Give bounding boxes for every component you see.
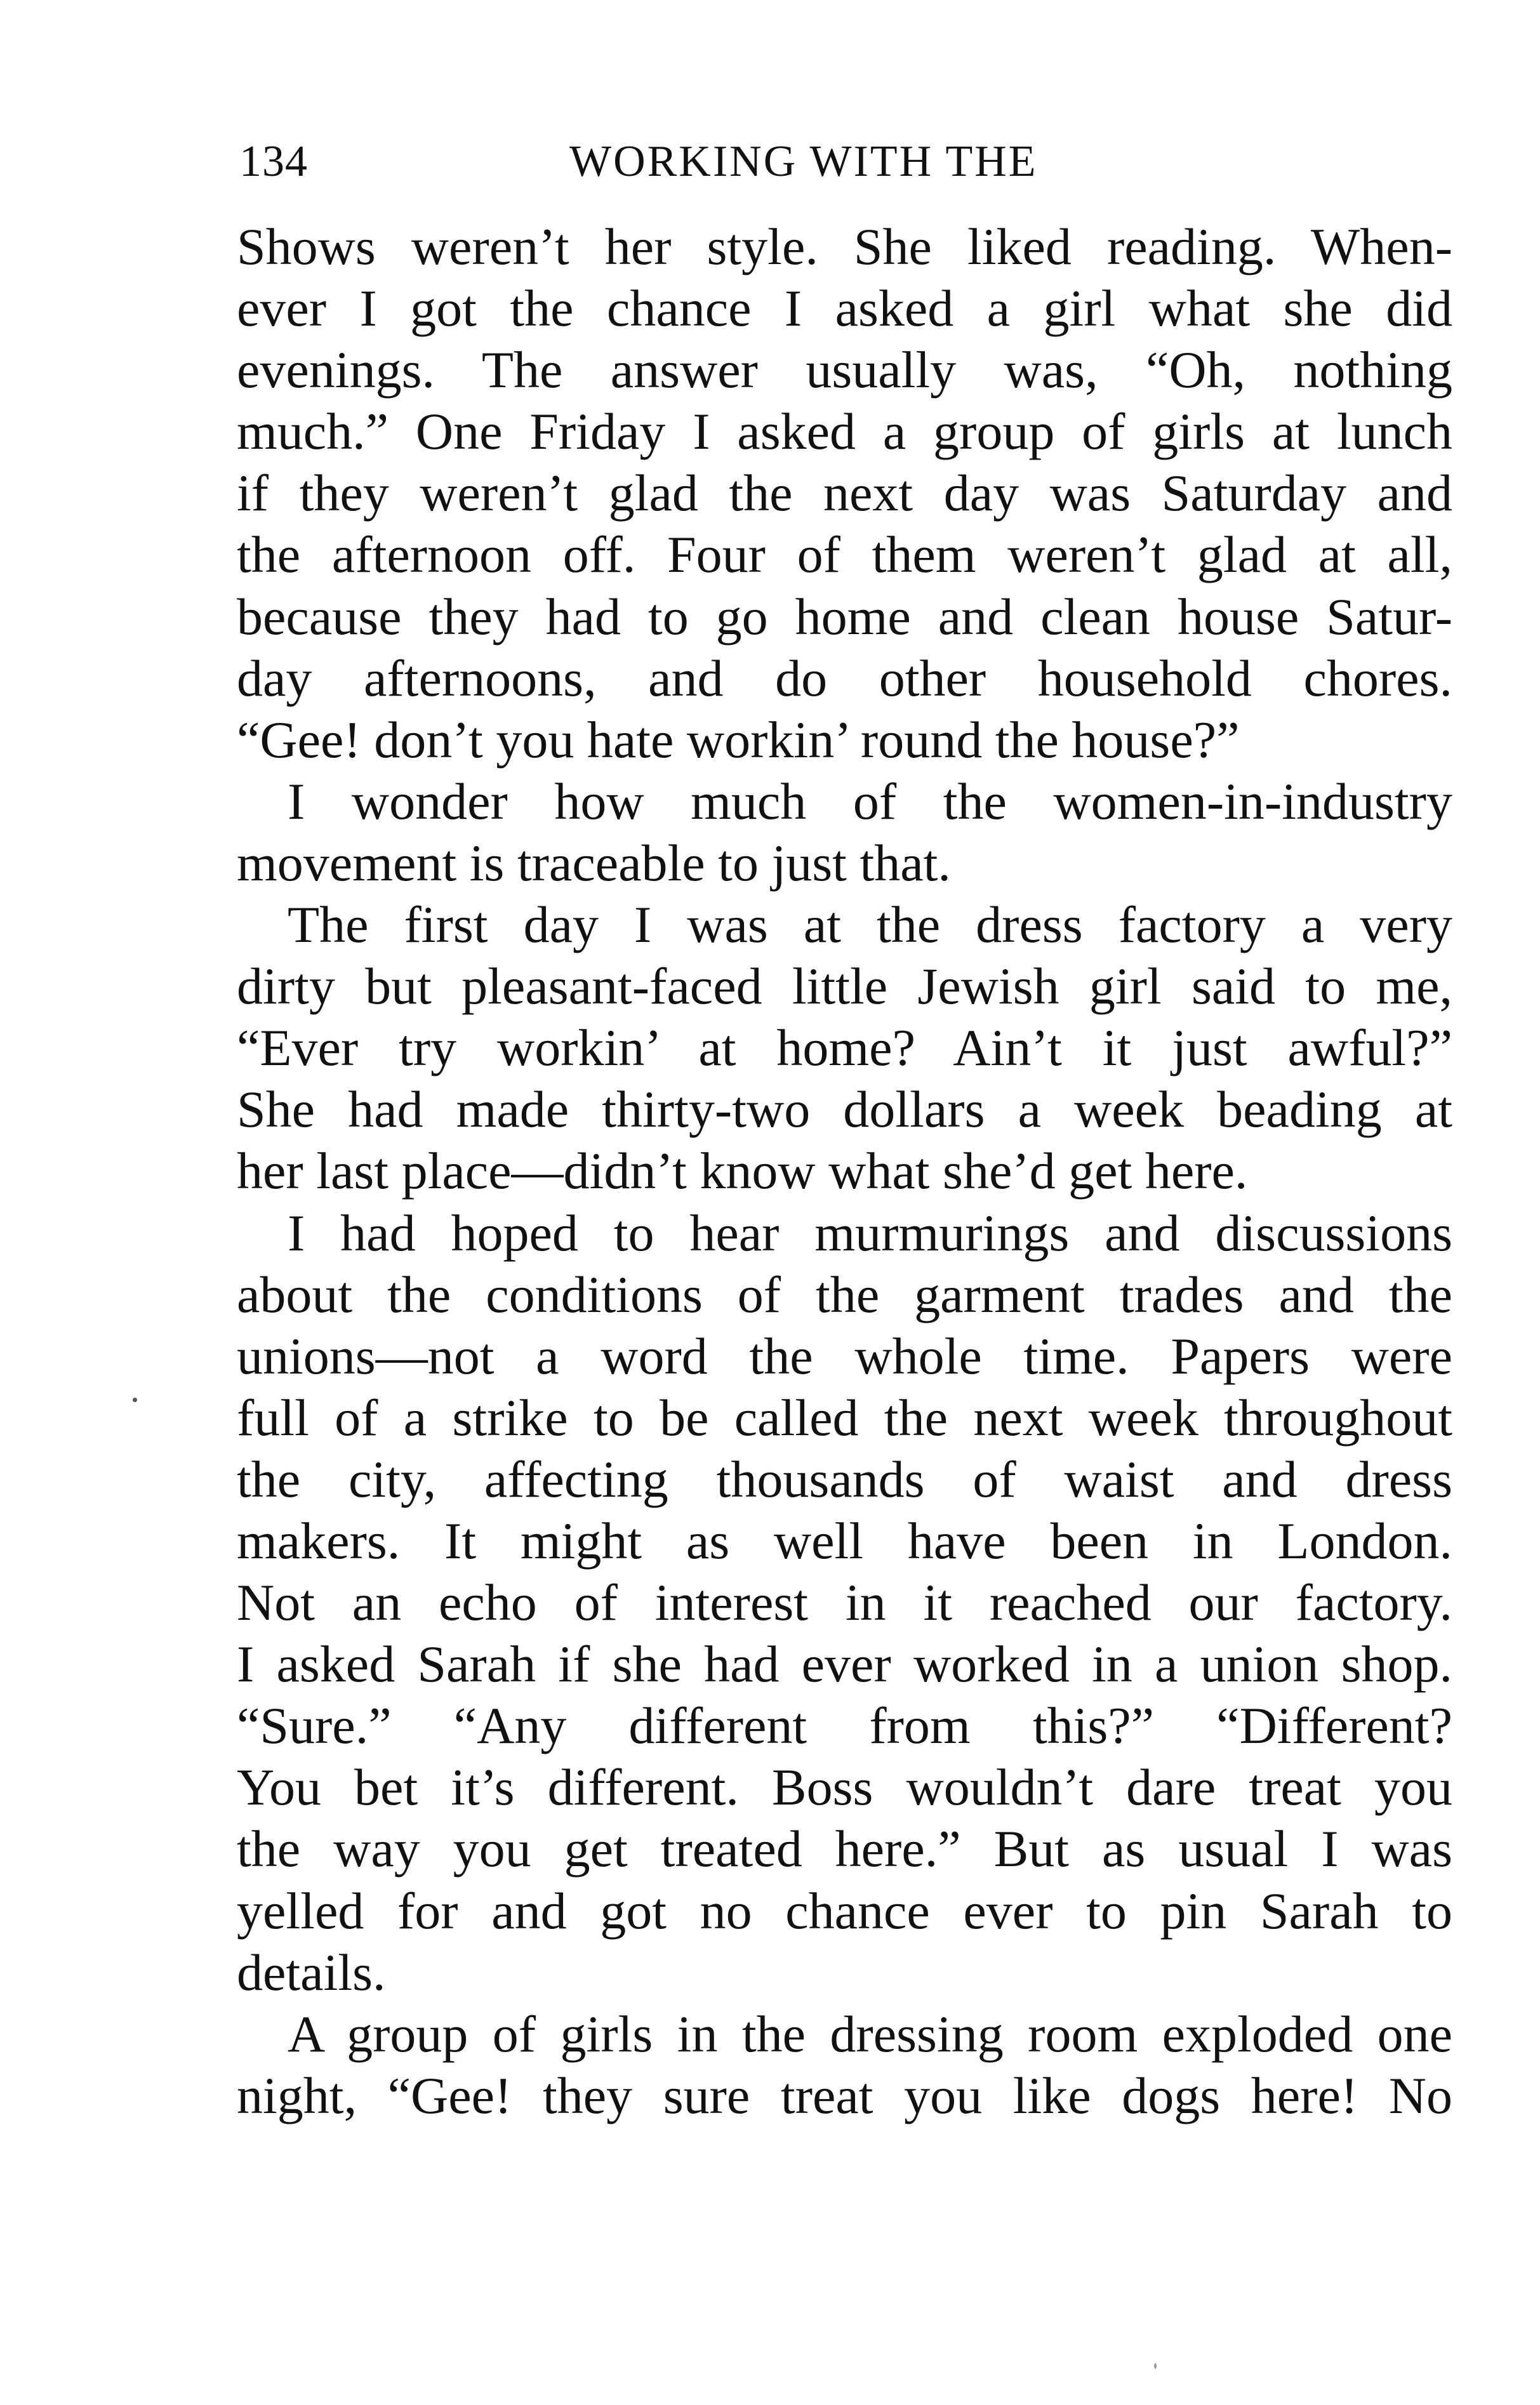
text-line: because they had to go home and clean house Satur- (237, 587, 1452, 646)
text-line: A group of girls in the dressing room exploded one (288, 2004, 1452, 2063)
text-line: details. (237, 1943, 386, 2001)
text-line: She had made thirty-two dollars a week beading at (237, 1080, 1452, 1139)
paragraph (237, 2003, 1452, 2126)
scan-speck (133, 1398, 137, 1402)
text-line: movement is traceable to just that. (237, 833, 951, 892)
text-line: much.” One Friday I asked a group of girls at lunch (237, 402, 1452, 461)
text-line: Shows weren’t her style. She liked reading. When- (237, 218, 1452, 275)
text-line: her last place—didn’t know what she’d get here. (237, 1142, 1248, 1200)
paragraph (237, 894, 1452, 1202)
text-line: if they weren’t glad the next day was Saturday and (237, 464, 1452, 522)
text-line: “Ever try workin’ at home? Ain’t it just awful?” (237, 1019, 1452, 1077)
text-line: the city, affecting thousands of waist and dress (237, 1450, 1452, 1508)
paragraph (237, 1202, 1452, 2003)
text-line: ever I got the chance I asked a girl what she did (237, 279, 1452, 338)
page-header (239, 130, 1452, 194)
paragraph (237, 216, 1452, 771)
text-line: evenings. The answer usually was, “Oh, nothing (237, 341, 1452, 399)
text-line: “Gee! don’t you hate workin’ round the house?” (237, 710, 1240, 769)
text-line: the way you get treated here.” But as usual I was (237, 1820, 1452, 1878)
page-number: 134 (239, 137, 308, 186)
text-line: You bet it’s different. Boss wouldn’t dare treat you (237, 1758, 1452, 1817)
text-line: I had hoped to hear murmurings and discussions (288, 1203, 1452, 1262)
text-line: Not an echo of interest in it reached our factory. (237, 1574, 1452, 1632)
text-line: unions—not a word the whole time. Papers were (237, 1327, 1452, 1385)
text-line: night, “Gee! they sure treat you like dogs here! No (237, 2066, 1452, 2124)
text-line: dirty but pleasant-faced little Jewish girl said to me, (237, 957, 1452, 1016)
text-line: “Sure.” “Any different from this?” “Different? (237, 1697, 1452, 1755)
text-line: I asked Sarah if she had ever worked in a union shop. (237, 1635, 1452, 1693)
running-head: WORKING WITH THE (569, 137, 1038, 186)
paragraph (237, 771, 1452, 894)
text-line: the afternoon off. Four of them weren’t glad at all, (237, 526, 1452, 584)
text-line: about the conditions of the garment trades and the (237, 1265, 1452, 1323)
text-line: I wonder how much of the women-in-industry (288, 772, 1452, 830)
text-line: makers. It might as well have been in London. (237, 1511, 1452, 1570)
text-line: full of a strike to be called the next week throughout (237, 1388, 1452, 1447)
scan-speck (1154, 2363, 1157, 2369)
text-line: The first day I was at the dress factory a very (288, 896, 1452, 954)
body-text (237, 216, 1452, 2126)
text-line: day afternoons, and do other household chores. (237, 649, 1452, 707)
text-line: yelled for and got no chance ever to pin Sarah to (237, 1881, 1452, 1940)
